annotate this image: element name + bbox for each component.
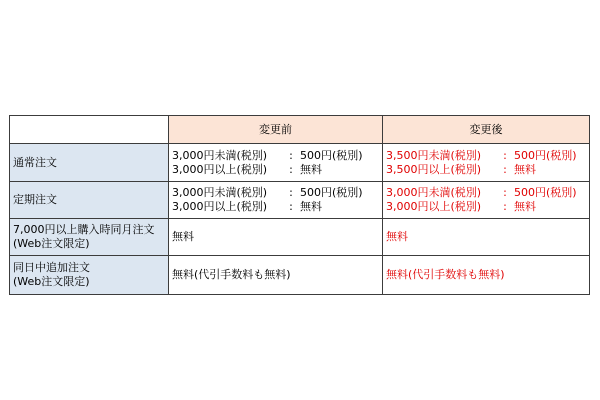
after-cell — [383, 182, 590, 219]
table-row-subscription-order — [10, 182, 590, 219]
row-label-line: 同日中追加注文 — [13, 261, 90, 274]
separator: : — [289, 162, 293, 176]
separator: : — [503, 200, 507, 213]
header-corner-cell — [10, 116, 169, 144]
header-before: 変更前 — [169, 116, 383, 144]
after-cell — [383, 219, 590, 256]
separator: : — [503, 162, 507, 176]
fee-condition: 3,000円未満(税別) — [172, 148, 268, 162]
fee-value: 500円(税別) — [300, 148, 363, 162]
before-cell — [169, 144, 383, 182]
table-row-same-day-additional-order — [10, 256, 590, 295]
fee-rule — [386, 186, 586, 200]
row-label-line: (Web注文限定) — [13, 237, 90, 250]
fee-value: 無料 — [514, 200, 536, 213]
table-header-row — [10, 116, 590, 144]
separator: : — [503, 148, 507, 162]
fee-rule — [386, 163, 586, 177]
fee-value: 無料 — [386, 230, 408, 243]
after-cell — [383, 144, 590, 182]
row-label-line: 7,000円以上購入時同月注文 — [13, 223, 155, 236]
fee-rule — [172, 163, 379, 177]
before-cell — [169, 256, 383, 295]
fee-value: 無料 — [514, 162, 536, 176]
row-label — [10, 144, 169, 182]
fee-condition: 3,000円以上(税別) — [172, 162, 268, 176]
fee-value: 無料(代引手数料も無料) — [386, 268, 505, 281]
header-after: 変更後 — [383, 116, 590, 144]
shipping-fee-comparison-table — [9, 115, 590, 295]
separator: : — [503, 186, 507, 199]
after-cell — [383, 256, 590, 295]
fee-value: 無料(代引手数料も無料) — [172, 268, 291, 281]
row-label-line: 定期注文 — [13, 193, 57, 206]
before-cell — [169, 219, 383, 256]
fee-condition: 3,000円以上(税別) — [386, 200, 482, 213]
fee-rule — [386, 149, 586, 163]
fee-rule — [172, 186, 379, 200]
fee-value: 500円(税別) — [514, 148, 577, 162]
fee-value: 無料 — [300, 162, 322, 176]
separator: : — [289, 186, 293, 199]
row-label-line: 通常注文 — [13, 155, 57, 169]
separator: : — [289, 200, 293, 213]
fee-condition: 3,000円以上(税別) — [172, 200, 268, 213]
row-label — [10, 256, 169, 295]
table-row-same-month-order — [10, 219, 590, 256]
before-cell — [169, 182, 383, 219]
table-row-regular-order — [10, 144, 590, 182]
fee-value: 無料 — [172, 230, 194, 243]
row-label — [10, 219, 169, 256]
fee-rule — [172, 149, 379, 163]
fee-condition: 3,500円以上(税別) — [386, 162, 482, 176]
fee-value: 500円(税別) — [514, 186, 577, 199]
fee-rule — [386, 200, 586, 214]
fee-rule — [172, 200, 379, 214]
fee-condition: 3,000円未満(税別) — [172, 186, 268, 199]
separator: : — [289, 148, 293, 162]
fee-value: 500円(税別) — [300, 186, 363, 199]
fee-value: 無料 — [300, 200, 322, 213]
fee-condition: 3,000円未満(税別) — [386, 186, 482, 199]
fee-condition: 3,500円未満(税別) — [386, 148, 482, 162]
row-label — [10, 182, 169, 219]
row-label-line: (Web注文限定) — [13, 275, 90, 288]
